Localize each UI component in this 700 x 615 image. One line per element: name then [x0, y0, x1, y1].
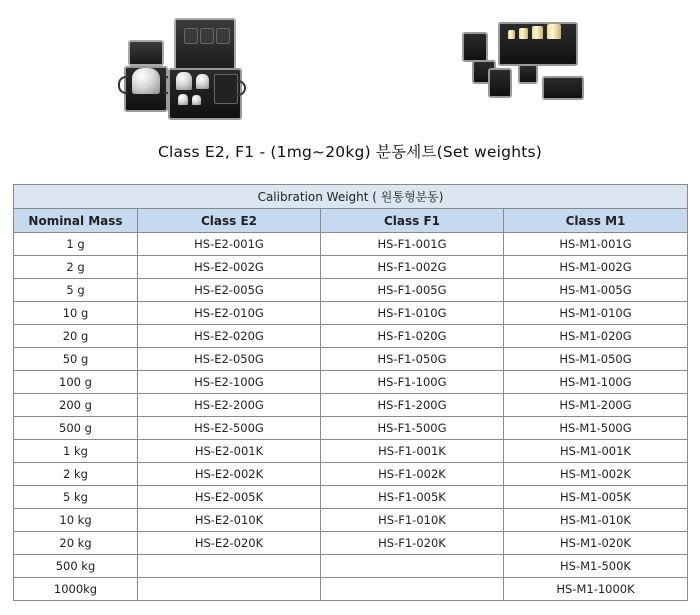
table-row — [14, 371, 688, 394]
class-e2-cell: HS-E2-020K — [138, 532, 321, 555]
class-f1-cell: HS-F1-020K — [321, 532, 504, 555]
class-m1-cell: HS-M1-001K — [504, 440, 688, 463]
nominal-mass-cell: 10 kg — [14, 509, 138, 532]
class-f1-cell: HS-F1-050G — [321, 348, 504, 371]
nominal-mass-cell: 200 g — [14, 394, 138, 417]
class-m1-cell: HS-M1-500G — [504, 417, 688, 440]
class-e2-cell: HS-E2-010G — [138, 302, 321, 325]
nominal-mass-cell: 1 kg — [14, 440, 138, 463]
class-f1-cell — [321, 555, 504, 578]
class-m1-cell: HS-M1-005K — [504, 486, 688, 509]
header-class-e2: Class E2 — [138, 209, 321, 233]
nominal-mass-cell: 2 g — [14, 256, 138, 279]
table-row — [14, 256, 688, 279]
table-row — [14, 440, 688, 463]
class-e2-cell: HS-E2-005G — [138, 279, 321, 302]
nominal-mass-cell: 500 kg — [14, 555, 138, 578]
class-e2-cell: HS-E2-100G — [138, 371, 321, 394]
nominal-mass-cell: 1 g — [14, 233, 138, 256]
table-row — [14, 509, 688, 532]
calibration-weight-table — [13, 184, 688, 601]
class-e2-cell: HS-E2-020G — [138, 325, 321, 348]
class-m1-cell: HS-M1-020K — [504, 532, 688, 555]
class-e2-cell: HS-E2-002G — [138, 256, 321, 279]
class-f1-cell: HS-F1-002K — [321, 463, 504, 486]
class-e2-cell: HS-E2-010K — [138, 509, 321, 532]
table-row — [14, 555, 688, 578]
weight-set-case-photo — [118, 18, 270, 126]
class-f1-cell: HS-F1-001G — [321, 233, 504, 256]
class-e2-cell — [138, 555, 321, 578]
class-m1-cell: HS-M1-200G — [504, 394, 688, 417]
nominal-mass-cell: 20 g — [14, 325, 138, 348]
class-m1-cell: HS-M1-002G — [504, 256, 688, 279]
class-m1-cell: HS-M1-001G — [504, 233, 688, 256]
class-m1-cell: HS-M1-005G — [504, 279, 688, 302]
class-f1-cell: HS-F1-005G — [321, 279, 504, 302]
class-e2-cell: HS-E2-001G — [138, 233, 321, 256]
nominal-mass-cell: 500 g — [14, 417, 138, 440]
class-m1-cell: HS-M1-500K — [504, 555, 688, 578]
table-row — [14, 279, 688, 302]
table-row — [14, 486, 688, 509]
class-f1-cell: HS-F1-020G — [321, 325, 504, 348]
table-row — [14, 233, 688, 256]
class-e2-cell: HS-E2-500G — [138, 417, 321, 440]
nominal-mass-cell: 50 g — [14, 348, 138, 371]
class-f1-cell: HS-F1-010G — [321, 302, 504, 325]
nominal-mass-cell: 2 kg — [14, 463, 138, 486]
class-e2-cell: HS-E2-001K — [138, 440, 321, 463]
class-m1-cell: HS-M1-020G — [504, 325, 688, 348]
class-f1-cell: HS-F1-002G — [321, 256, 504, 279]
header-nominal-mass: Nominal Mass — [14, 209, 138, 233]
header-class-m1: Class M1 — [504, 209, 688, 233]
class-m1-cell: HS-M1-002K — [504, 463, 688, 486]
table-row — [14, 325, 688, 348]
class-m1-cell: HS-M1-010K — [504, 509, 688, 532]
class-e2-cell: HS-E2-200G — [138, 394, 321, 417]
header-class-f1: Class F1 — [321, 209, 504, 233]
nominal-mass-cell: 5 kg — [14, 486, 138, 509]
nominal-mass-cell: 100 g — [14, 371, 138, 394]
page-title: Class E2, F1 - (1mg~20kg) 분동세트(Set weights) — [157, 143, 543, 161]
class-f1-cell: HS-F1-001K — [321, 440, 504, 463]
table-row — [14, 578, 688, 601]
class-f1-cell — [321, 578, 504, 601]
table-caption: Calibration Weight ( 원통형분동) — [14, 185, 688, 209]
table-row — [14, 394, 688, 417]
class-m1-cell: HS-M1-050G — [504, 348, 688, 371]
class-f1-cell: HS-F1-010K — [321, 509, 504, 532]
class-e2-cell — [138, 578, 321, 601]
class-e2-cell: HS-E2-002K — [138, 463, 321, 486]
class-m1-cell: HS-M1-010G — [504, 302, 688, 325]
class-f1-cell: HS-F1-200G — [321, 394, 504, 417]
class-f1-cell: HS-F1-100G — [321, 371, 504, 394]
class-e2-cell: HS-E2-005K — [138, 486, 321, 509]
table-row — [14, 532, 688, 555]
table-row — [14, 417, 688, 440]
nominal-mass-cell: 1000kg — [14, 578, 138, 601]
table-row — [14, 463, 688, 486]
table-row — [14, 302, 688, 325]
nominal-mass-cell: 10 g — [14, 302, 138, 325]
class-f1-cell: HS-F1-500G — [321, 417, 504, 440]
class-f1-cell: HS-F1-005K — [321, 486, 504, 509]
class-e2-cell: HS-E2-050G — [138, 348, 321, 371]
nominal-mass-cell: 5 g — [14, 279, 138, 302]
nominal-mass-cell: 20 kg — [14, 532, 138, 555]
class-m1-cell: HS-M1-100G — [504, 371, 688, 394]
class-m1-cell: HS-M1-1000K — [504, 578, 688, 601]
table-row — [14, 348, 688, 371]
weight-cases-photo — [458, 18, 584, 108]
